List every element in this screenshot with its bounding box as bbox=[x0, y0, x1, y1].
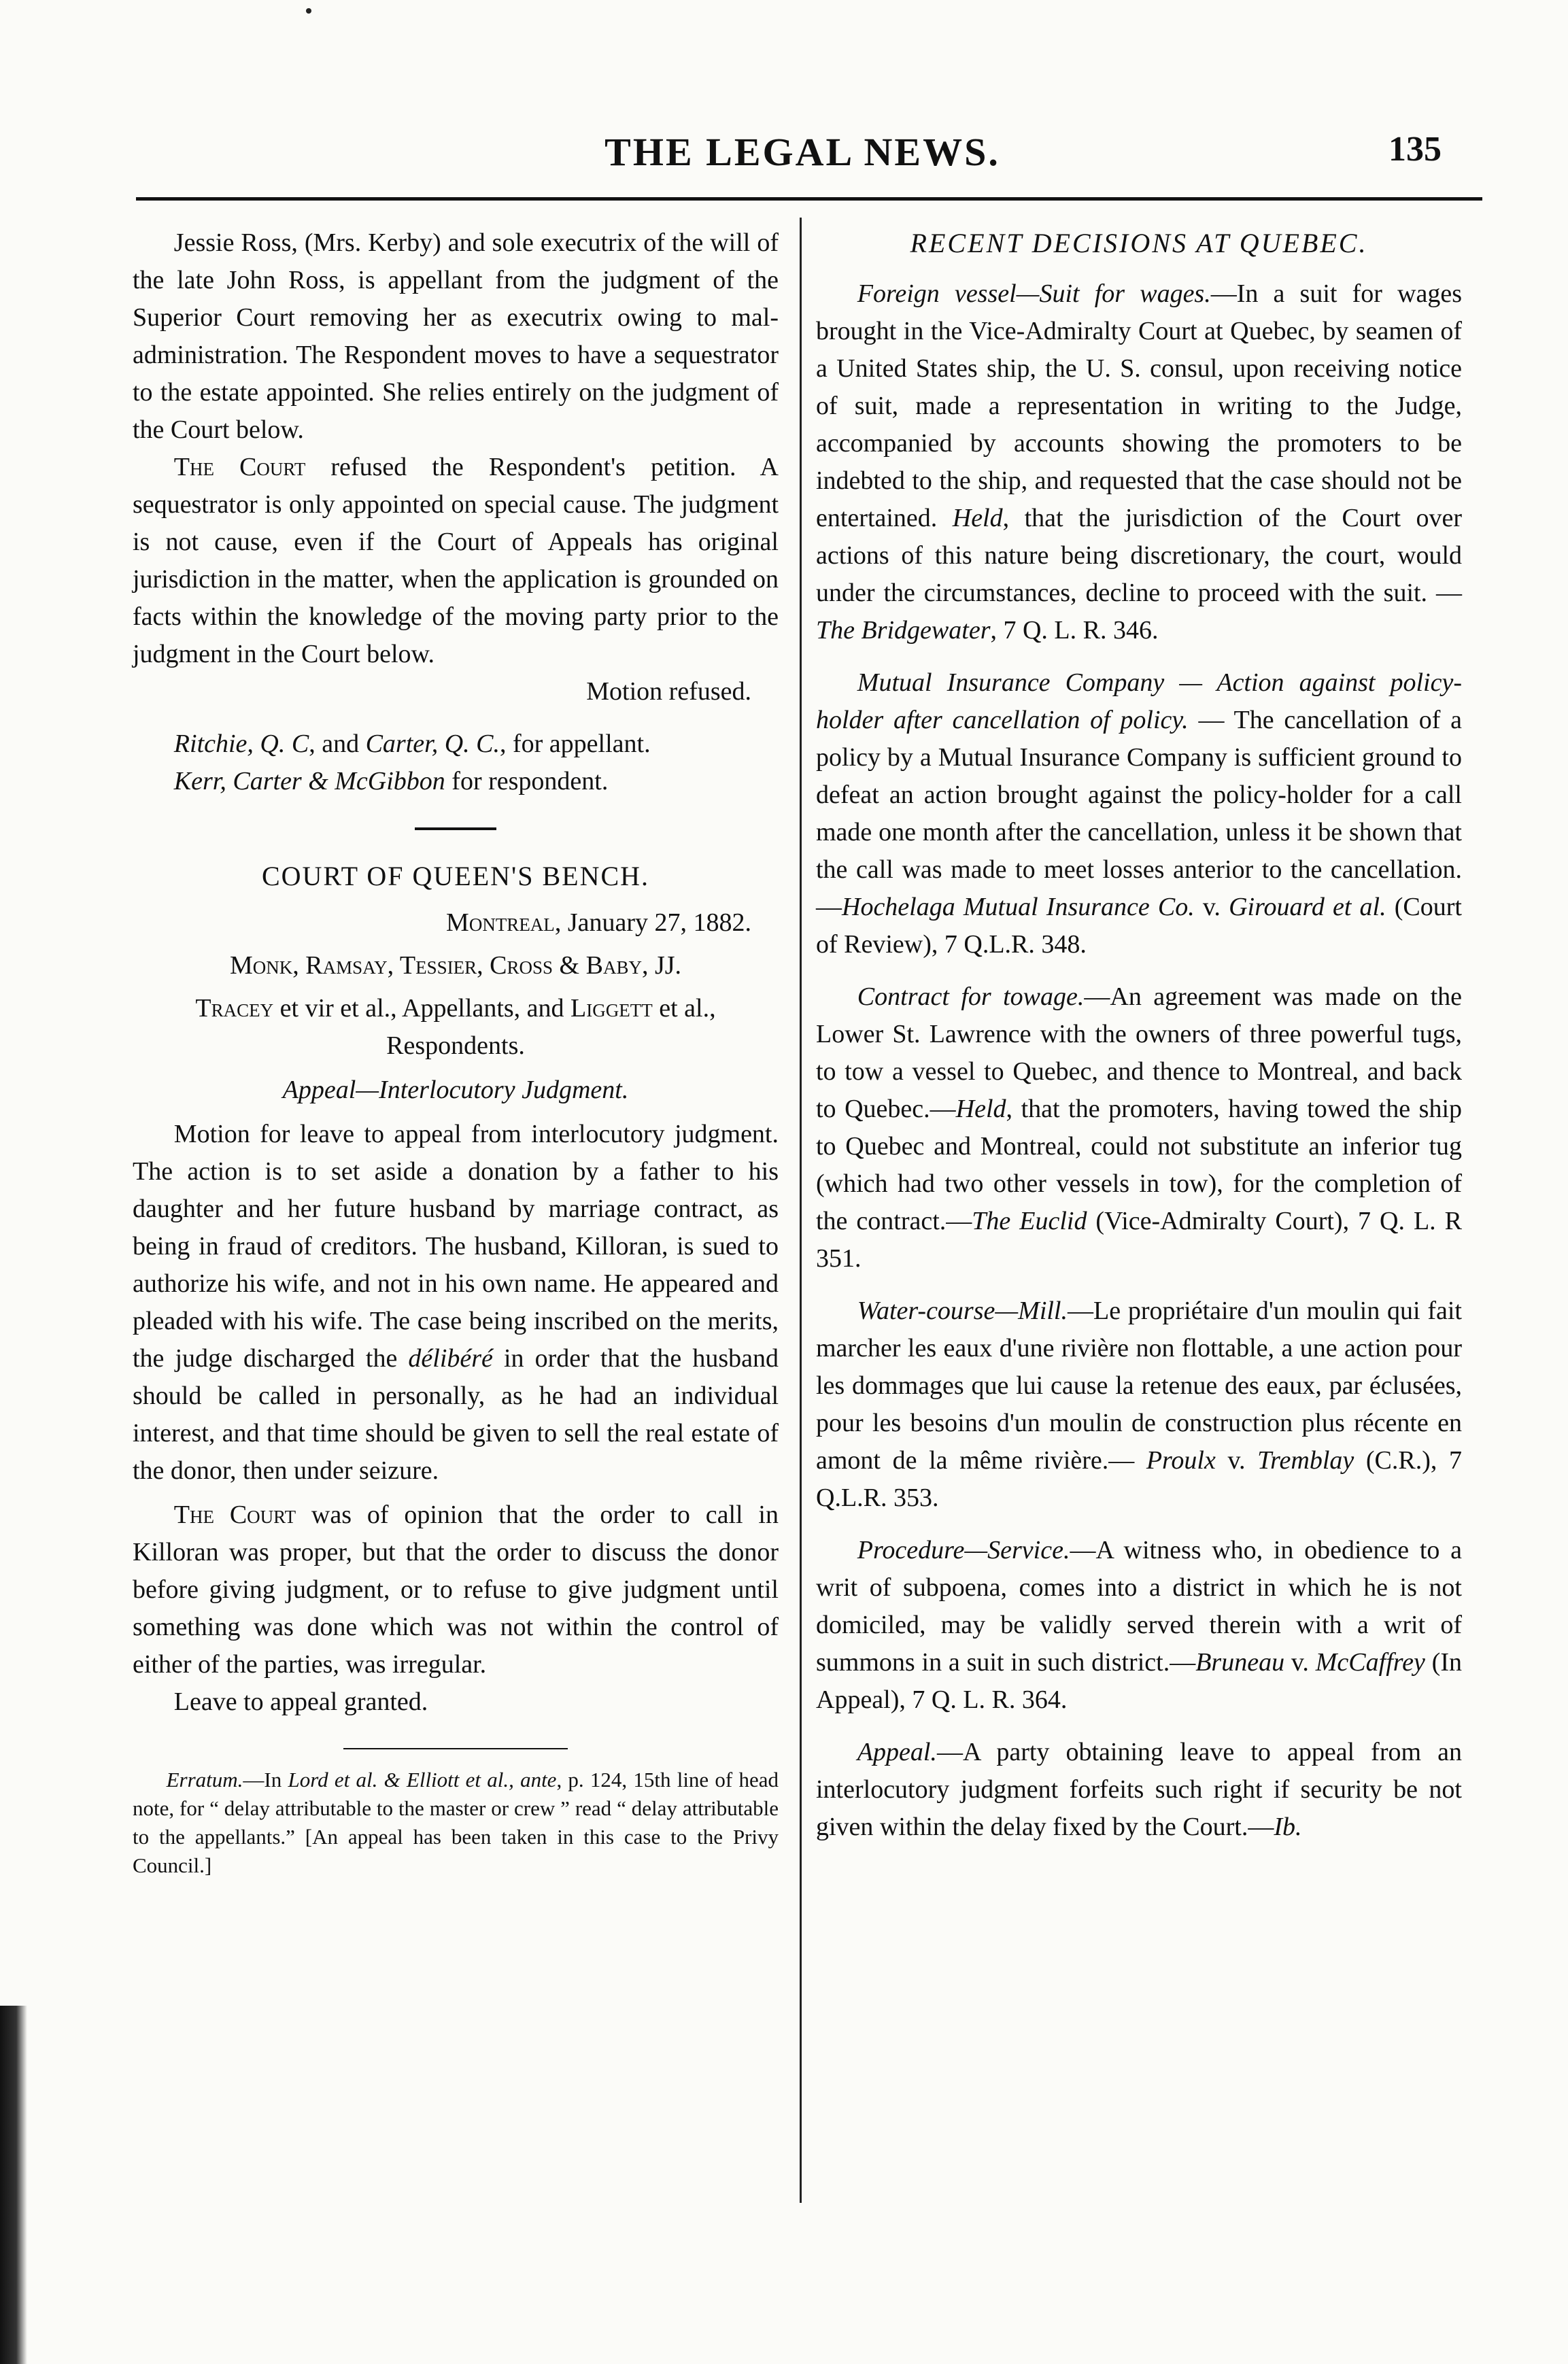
versus: v. bbox=[1284, 1648, 1316, 1677]
entry-text: —A witness who, in obedience to a writ of subpoena, comes into a district in which he is not domiciled, may be validly served therein with a writ of summons in a suit in such district.— bbox=[816, 1536, 1462, 1677]
entry-heading: Appeal. bbox=[857, 1738, 937, 1766]
versus: v. bbox=[1194, 893, 1229, 921]
decision-entry bbox=[816, 275, 1462, 649]
page-number: 135 bbox=[1388, 130, 1442, 169]
footnote-text: , p. 124, 15th line of head note, for “ delay attributable to the master or crew ” read “ delay attributable to the appellants.” [An appeal has been taken in this case to the Privy Council.] bbox=[133, 1768, 779, 1877]
footnote bbox=[133, 1766, 779, 1880]
counsel-text: , and bbox=[309, 730, 366, 758]
headnote: Appeal—Interlocutory Judgment. bbox=[282, 1076, 629, 1104]
report-reference: (In Appeal), 7 Q. L. R. 364. bbox=[816, 1648, 1462, 1714]
case-citation: Hochelaga Mutual Insurance Co. bbox=[842, 893, 1195, 921]
held-label: Held bbox=[955, 1095, 1006, 1123]
binding-shadow bbox=[0, 2006, 27, 2364]
page-header bbox=[136, 129, 1469, 190]
entry-heading: Procedure—Service. bbox=[857, 1536, 1070, 1564]
entry-heading: Foreign vessel—Suit for wages. bbox=[857, 279, 1211, 308]
section-divider bbox=[415, 827, 496, 830]
print-speck bbox=[306, 8, 311, 14]
decision-entry bbox=[816, 664, 1462, 963]
counsel-text: , for appellant. bbox=[500, 730, 651, 758]
parties-text: et vir et al., Appellants, and bbox=[273, 994, 571, 1023]
dateline bbox=[133, 904, 779, 942]
header-rule bbox=[136, 197, 1482, 201]
entry-text: , that the jurisdiction of the Court over actions of this nature being discretionary, the court, would under the circumstances, decline to proceed with the suit. — bbox=[816, 504, 1462, 607]
paragraph-text: Motion for leave to appeal from interlocutory judgment. The action is to set aside a donation by a father to his daughter and her future husband by marriage contract, as being in fraud of creditors. The husband, Killoran, is sued to authorize his wife, and not in his own name. He appeared and pleaded with his wife. The case being inscribed on the merits, the judge discharged the bbox=[133, 1120, 779, 1373]
paragraph-text: refused the Respondent's petition. A sequestrator is only appointed on special cause. The judgment is not cause, even if the Court of Appeals has original jurisdiction in the matter, when the application is grounded on facts within the knowledge of the moving party prior to the judgment in the Court below. bbox=[133, 453, 779, 668]
footnote-divider bbox=[343, 1748, 568, 1749]
entry-heading: Contract for towage. bbox=[857, 982, 1085, 1011]
dateline-city: Montreal bbox=[446, 908, 555, 937]
report-reference: , 7 Q. L. R. 346. bbox=[990, 616, 1159, 645]
paragraph: Jessie Ross, (Mrs. Kerby) and sole executrix of the will of the late John Ross, is appellant from the judgment of the Superior Court removing her as executrix owing to mal-administration. The Respondent moves to have a sequestrator to the estate appointed. She relies entirely on the judgment of the Court below. bbox=[133, 228, 779, 444]
column-divider bbox=[800, 218, 802, 2203]
entry-text: —A party obtaining leave to appeal from an interlocutory judgment forfeits such right if security be not given within the delay fixed by the Court.— bbox=[816, 1738, 1462, 1841]
report-reference: (C.R.), 7 Q.L.R. 353. bbox=[816, 1446, 1463, 1512]
court-title: COURT OF QUEEN'S BENCH. bbox=[261, 861, 650, 891]
paragraph bbox=[133, 1116, 779, 1490]
decision-entry bbox=[816, 978, 1462, 1278]
case-citation: Girouard et al. bbox=[1229, 893, 1386, 921]
case-citation: McCaffrey bbox=[1315, 1648, 1425, 1677]
footnote-label: Erratum. bbox=[166, 1768, 243, 1792]
judges: Monk, Ramsay, Tessier, Cross & Baby bbox=[229, 951, 642, 980]
decision-entry bbox=[816, 1532, 1462, 1719]
dateline-date: , January 27, 1882. bbox=[554, 908, 751, 937]
counsel-name: Carter, Q. C. bbox=[365, 730, 500, 758]
entry-heading: Mutual Insurance Company — Action against policy-holder after cancellation of policy. bbox=[816, 668, 1462, 734]
paragraph bbox=[133, 1496, 779, 1683]
running-title: THE LEGAL NEWS. bbox=[604, 130, 1000, 174]
entry-text: — The cancellation of a policy by a Mutual Insurance Company is sufficient ground to defeat an action brought against the policy-holder for a call made one month after the cancellation, unless it be shown that the call was made to meet losses anterior to the cancellation.— bbox=[816, 706, 1462, 921]
held-label: Held bbox=[952, 504, 1003, 532]
case-citation: The Euclid bbox=[972, 1207, 1087, 1235]
right-column bbox=[816, 224, 1462, 1846]
case-citation: Proulx bbox=[1146, 1446, 1216, 1475]
court-label: The Court bbox=[173, 453, 306, 481]
judges-tail: , JJ. bbox=[641, 951, 682, 980]
court-label: The Court bbox=[173, 1501, 296, 1529]
paragraph-text: was of opinion that the order to call in Killoran was proper, but that the order to discuss the donor before giving judgment, or to refuse to give judgment until something was done which was not within the control of either of the parties, was irregular. bbox=[133, 1501, 779, 1679]
counsel-line bbox=[133, 763, 779, 800]
party-name: Liggett bbox=[570, 994, 653, 1023]
report-reference: (Vice-Admiralty Court), 7 Q. L. R 351. bbox=[816, 1207, 1462, 1273]
left-column bbox=[133, 224, 779, 1880]
case-parties bbox=[133, 990, 779, 1065]
report-reference: (Court of Review), 7 Q.L.R. 348. bbox=[816, 893, 1462, 959]
footnote-case: Lord et al. & Elliott et al., ante bbox=[288, 1768, 557, 1792]
party-name: Tracey bbox=[195, 994, 274, 1023]
counsel-name: Ritchie, Q. C bbox=[173, 730, 309, 758]
footnote-text: —In bbox=[243, 1768, 288, 1792]
case-citation: Tremblay bbox=[1257, 1446, 1354, 1475]
judges-line bbox=[133, 947, 779, 984]
versus: v. bbox=[1215, 1446, 1258, 1475]
ruling: Leave to appeal granted. bbox=[173, 1688, 428, 1716]
counsel-name: Kerr, Carter & McGibbon bbox=[173, 767, 445, 795]
entry-text: , that the promoters, having towed the ship to Quebec and Montreal, could not substitute an inferior tug (which had two other vessels in tow), for the completion of the contract.— bbox=[816, 1095, 1462, 1235]
ruling: Motion refused. bbox=[586, 677, 751, 706]
entry-text: —Le propriétaire d'un moulin qui fait marcher les eaux d'une rivière non flottable, a une action pour les dommages que lui cause la retenue des eaux, par éclusées, pour les besoins d'un moulin de construction plus récente en amont de la même rivière.— bbox=[816, 1297, 1462, 1475]
entry-text: —An agreement was made on the Lower St. Lawrence with the owners of three powerful tugs, to tow a vessel to Quebec, and thence to Montreal, and back to Quebec.— bbox=[816, 982, 1462, 1123]
case-citation: Ib. bbox=[1274, 1813, 1302, 1841]
case-citation: Bruneau bbox=[1195, 1648, 1285, 1677]
entry-heading: Water-course—Mill. bbox=[857, 1297, 1068, 1325]
section-title: RECENT DECISIONS AT QUEBEC. bbox=[910, 228, 1368, 258]
entry-text: —In a suit for wages brought in the Vice-Admiralty Court at Quebec, by seamen of a United States ship, the U. S. consul, upon receiving notice of suit, made a representation in writing to the Judge, accompanied by accounts showing the promoters to be indebted to the ship, and requested that the case should not be entertained. bbox=[816, 279, 1463, 532]
paragraph-text: in order that the husband should be called in personally, as he had an individual interest, and that time should be given to sell the real estate of the donor, then under seizure. bbox=[133, 1344, 779, 1485]
counsel-line bbox=[133, 725, 779, 763]
decision-entry bbox=[816, 1734, 1462, 1846]
case-citation: The Bridgewater bbox=[816, 616, 991, 645]
counsel-text: for respondent. bbox=[445, 767, 609, 795]
french-term: délibéré bbox=[408, 1344, 493, 1373]
decision-entry bbox=[816, 1292, 1462, 1517]
paragraph bbox=[133, 449, 779, 673]
parties-text: et al., Respondents. bbox=[386, 994, 716, 1060]
